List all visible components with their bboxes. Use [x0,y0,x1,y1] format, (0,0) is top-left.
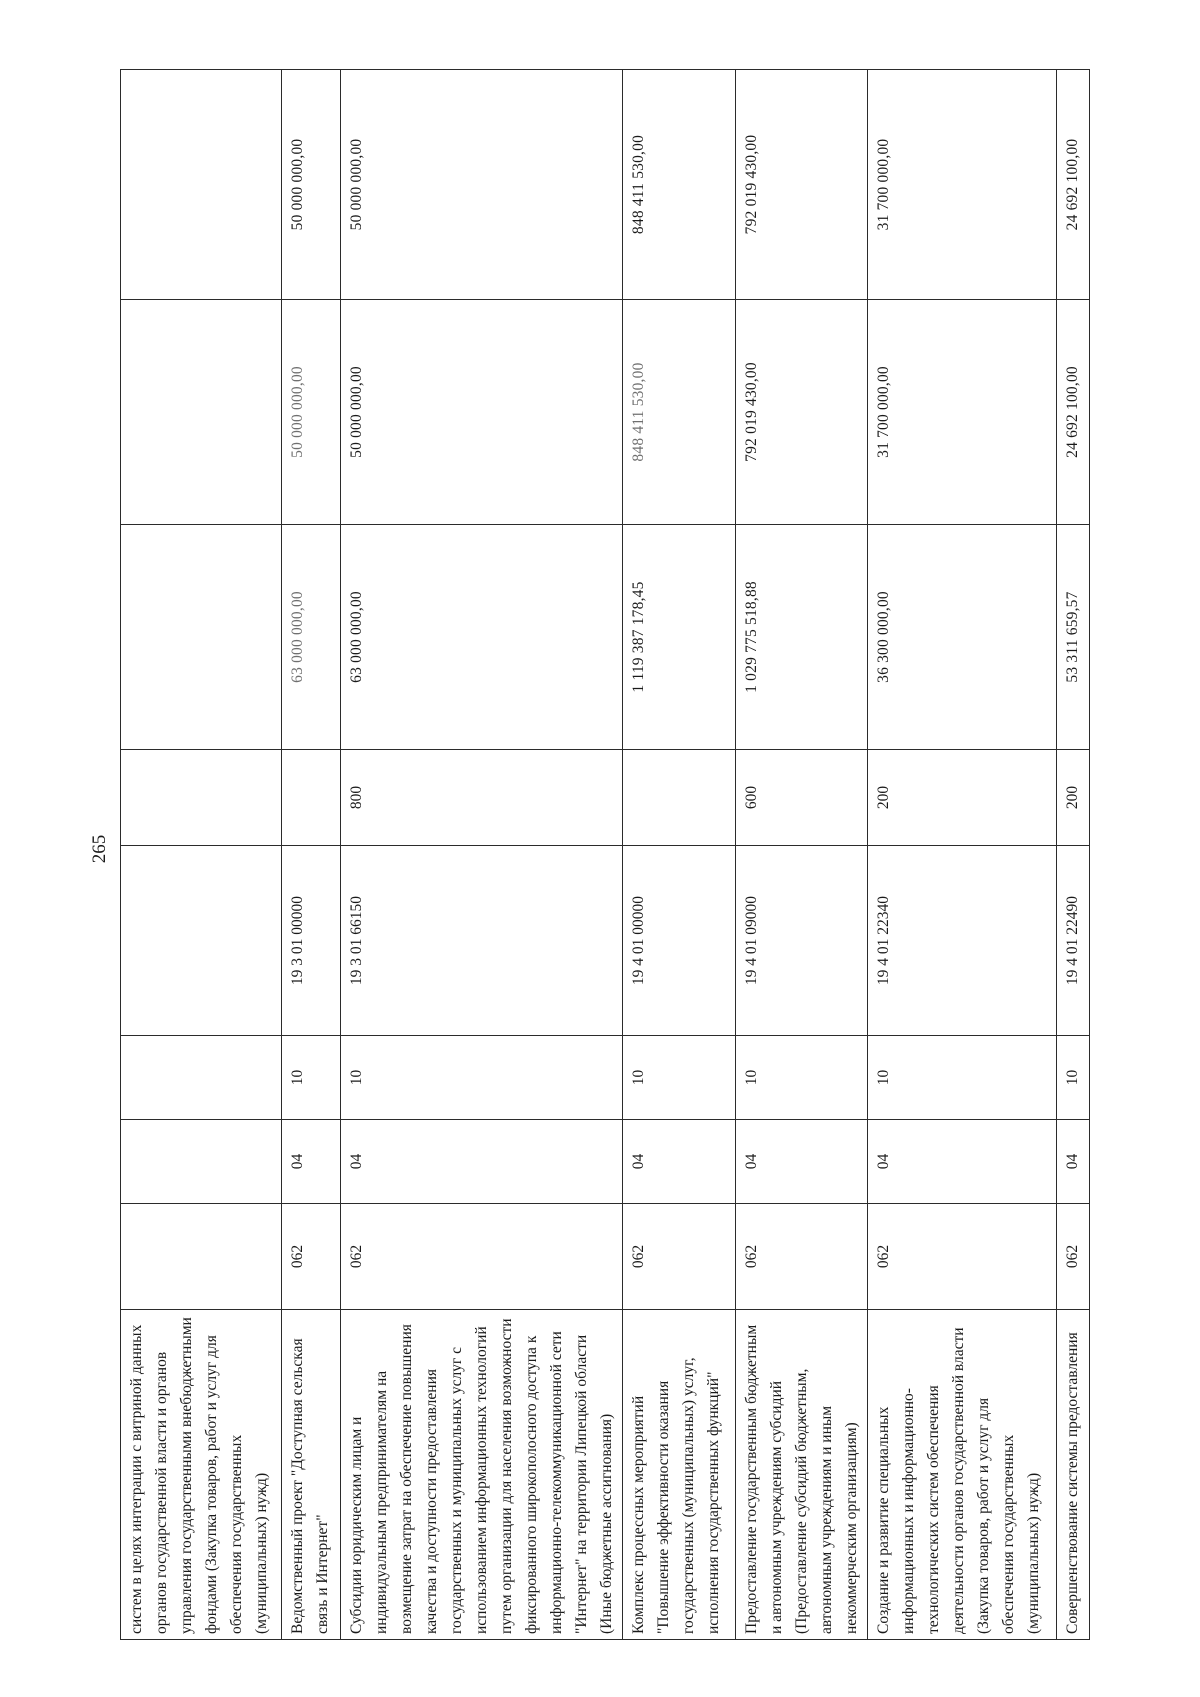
table-row [121,70,282,1640]
amount-2026 [121,70,282,300]
row-name: систем в целях интеграции с витриной данных органов государственной власти и органов управления государственными внебюджетными фондами (Закупка товаров, работ и услуг для обеспечения государственных (муниципальных) нужд) [121,1310,282,1640]
amount-2026: 50 000 000,00 [341,70,623,300]
expense-type: 200 [868,750,1057,846]
row-name: Предоставление государственным бюджетным и автономным учреждениям субсидий (Предоставление субсидий бюджетным, автономным учреждениям и иным некоммерческим организациям) [736,1310,868,1640]
row-name: Ведомственный проект "Доступная сельская связь и Интернет" [282,1310,341,1640]
target-article: 19 4 01 22340 [868,846,1057,1036]
row-name: Создание и развитие специальных информационных и информационно-технологических систем обеспечения деятельности органов государственной власти (Закупка товаров, работ и услуг для обеспечения государственных (муниципальных) нужд) [868,1310,1057,1640]
table-row [341,70,623,1640]
amount-2026: 31 700 000,00 [868,70,1057,300]
amount-2024: 63 000 000,00 [341,525,623,750]
amount-2025 [121,300,282,525]
subsection-code: 10 [341,1036,623,1120]
target-article [121,846,282,1036]
row-name: Комплекс процессных мероприятий "Повышение эффективности оказания государственных (муниципальных) услуг, исполнения государственных функций" [623,1310,736,1640]
row-name: Совершенствование системы предоставления [1057,1310,1090,1640]
target-article: 19 4 01 09000 [736,846,868,1036]
ministry-code: 062 [1057,1204,1090,1310]
amount-2024: 1 029 775 518,88 [736,525,868,750]
section-code: 04 [282,1120,341,1204]
expense-type [121,750,282,846]
amount-2024: 1 119 387 178,45 [623,525,736,750]
table-row [736,70,868,1640]
target-article: 19 4 01 22490 [1057,846,1090,1036]
subsection-code: 10 [1057,1036,1090,1120]
target-article: 19 3 01 00000 [282,846,341,1036]
budget-table [120,69,1090,1640]
table-row [623,70,736,1640]
subsection-code: 10 [736,1036,868,1120]
section-code: 04 [868,1120,1057,1204]
expense-type: 600 [736,750,868,846]
table-row [282,70,341,1640]
amount-2026: 24 692 100,00 [1057,70,1090,300]
amount-2025: 24 692 100,00 [1057,300,1090,525]
amount-2024: 36 300 000,00 [868,525,1057,750]
budget-table-sheet [120,70,1100,1640]
ministry-code [121,1204,282,1310]
amount-2024: 63 000 000,00 [282,525,341,750]
amount-2024: 53 311 659,57 [1057,525,1090,750]
row-name: Субсидии юридическим лицам и индивидуальным предпринимателям на возмещение затрат на обеспечение повышения качества и доступности предоставления государственных и муниципальных услуг с использованием информационных технологий путем организации для населения возможности фиксированного широкополосного доступа к информационно-телекоммуникационной сети "Интернет" на территории Липецкой области (Иные бюджетные ассигнования) [341,1310,623,1640]
section-code: 04 [341,1120,623,1204]
section-code: 04 [736,1120,868,1204]
amount-2025: 848 411 530,00 [623,300,736,525]
ministry-code: 062 [341,1204,623,1310]
amount-2025: 50 000 000,00 [282,300,341,525]
ministry-code: 062 [736,1204,868,1310]
table-row [868,70,1057,1640]
expense-type: 800 [341,750,623,846]
section-code [121,1120,282,1204]
amount-2025: 31 700 000,00 [868,300,1057,525]
ministry-code: 062 [282,1204,341,1310]
amount-2026: 848 411 530,00 [623,70,736,300]
section-code: 04 [1057,1120,1090,1204]
subsection-code: 10 [868,1036,1057,1120]
subsection-code: 10 [623,1036,736,1120]
ministry-code: 062 [868,1204,1057,1310]
page-number: 265 [89,834,110,864]
expense-type [282,750,341,846]
expense-type: 200 [1057,750,1090,846]
amount-2025: 50 000 000,00 [341,300,623,525]
ministry-code: 062 [623,1204,736,1310]
amount-2025: 792 019 430,00 [736,300,868,525]
subsection-code [121,1036,282,1120]
expense-type [623,750,736,846]
section-code: 04 [623,1120,736,1204]
table-row [1057,70,1090,1640]
target-article: 19 4 01 00000 [623,846,736,1036]
amount-2026: 50 000 000,00 [282,70,341,300]
amount-2026: 792 019 430,00 [736,70,868,300]
target-article: 19 3 01 66150 [341,846,623,1036]
amount-2024 [121,525,282,750]
subsection-code: 10 [282,1036,341,1120]
